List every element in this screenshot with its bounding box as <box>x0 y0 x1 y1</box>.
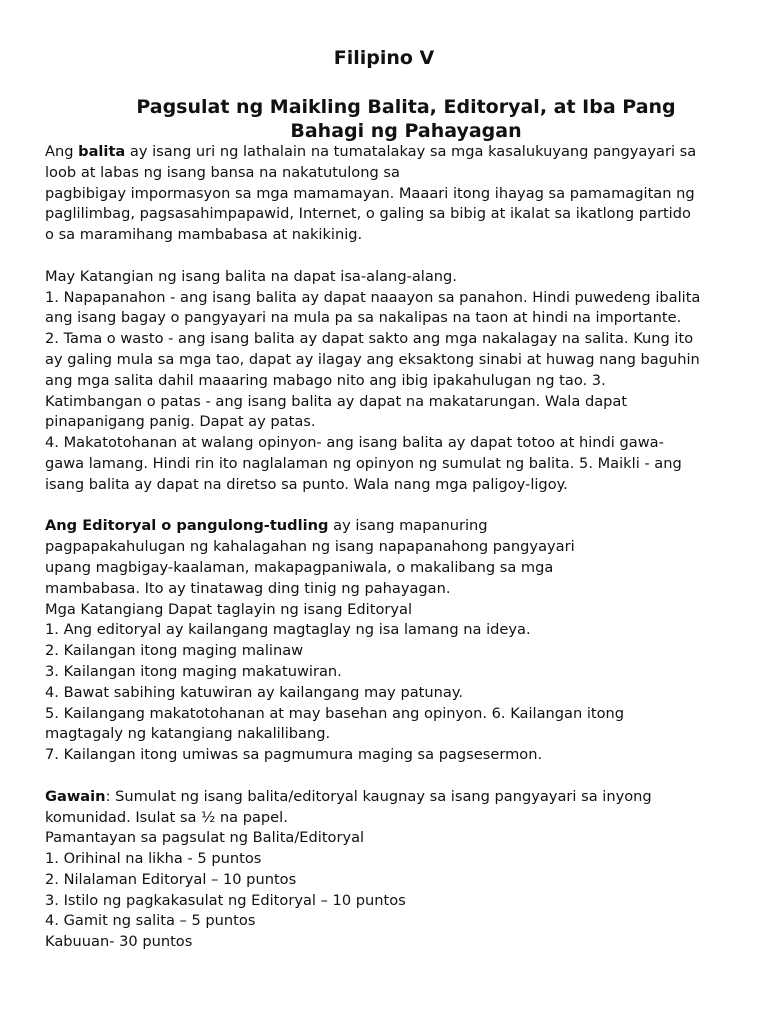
text-line: isang balita ay dapat na diretso sa punto. Wala nang mga paligoy-ligoy. <box>45 475 568 493</box>
text-line: 1. Ang editoryal ay kailangang magtaglay ng isa lamang na ideya. <box>45 621 531 639</box>
text-line: upang magbigay-kaalaman, makapagpaniwala, o makalibang sa mga <box>45 558 554 576</box>
text-line: Kabuuan- 30 puntos <box>45 933 193 951</box>
katangian-balita-list <box>45 267 735 496</box>
document-title: Filipino V <box>333 47 435 69</box>
paragraph-gap <box>45 766 735 787</box>
text-line: pagbibigay impormasyon sa mga mamamayan. Maaari itong ihayag sa pamamagitan ng <box>45 184 695 202</box>
text-line: 2. Kailangan itong maging malinaw <box>45 642 304 660</box>
gawain-term: Gawain <box>45 787 106 805</box>
text-line: 1. Napapanahon - ang isang balita ay dapat naaayon sa panahon. Hindi puwedeng ibalita <box>45 288 701 306</box>
text-line: 1. Orihinal na likha - 5 puntos <box>45 850 262 868</box>
text-line: 2. Tama o wasto - ang isang balita ay dapat sakto ang mga nakalagay na salita. Kung ito <box>45 330 694 348</box>
text-line: 7. Kailangan itong umiwas sa pagmumura maging sa pagsesermon. <box>45 746 543 764</box>
text-line: Ang balita ay isang uri ng lathalain na tumatalakay sa mga kasalukuyang pangyayari sa <box>45 143 697 160</box>
paragraph-gap <box>45 246 735 267</box>
text-line: gawa lamang. Hindi rin ito naglalaman ng opinyon ng sumulat ng balita. 5. Maikli - ang <box>45 454 682 472</box>
text-line: o sa maramihang mambabasa at nakikinig. <box>45 226 363 244</box>
text-line: 4. Makatotohanan at walang opinyon- ang isang balita ay dapat totoo at hindi gawa- <box>45 434 664 452</box>
text-line: komunidad. Isulat sa ½ na papel. <box>45 808 288 826</box>
text-line: paglilimbag, pagsasahimpapawid, Internet, o galing sa bibig at ikalat sa ikatlong partido <box>45 205 691 223</box>
text-line: 3. Kailangan itong maging makatuwiran. <box>45 662 342 680</box>
document-subtitle: Pagsulat ng Maikling Balita, Editoryal, at Iba Pang Bahagi ng Pahayagan <box>136 96 676 142</box>
text-line: Mga Katangiang Dapat taglayin ng isang Editoryal <box>45 600 413 618</box>
balita-term: balita <box>78 143 126 160</box>
text-line: 4. Bawat sabihing katuwiran ay kailangang may patunay. <box>45 683 464 701</box>
text-line: ang mga salita dahil maaaring mabago nito ang ibig ipakahulugan ng tao. 3. <box>45 371 606 389</box>
text-line: Ang Editoryal o pangulong-tudling ay isang mapanuring <box>45 517 488 535</box>
text-line: May Katangian ng isang balita na dapat isa-alang-alang. <box>45 267 457 285</box>
text-line: ay galing mula sa mga tao, dapat ay ilagay ang eksaktong sinabi at huwag nang baguhin <box>45 350 700 368</box>
text-line: Katimbangan o patas - ang isang balita ay dapat na makatarungan. Wala dapat <box>45 392 628 410</box>
text-line: pagpapakahulugan ng kahalagahan ng isang napapanahong pangyayari <box>45 538 575 556</box>
text-line: Gawain: Sumulat ng isang balita/editoryal kaugnay sa isang pangyayari sa inyong <box>45 787 652 805</box>
text-line: 3. Istilo ng pagkakasulat ng Editoryal – 10 puntos <box>45 891 406 909</box>
editoryal-section <box>45 516 735 766</box>
text-line: pinapanigang panig. Dapat ay patas. <box>45 413 316 431</box>
text-line: Pamantayan sa pagsulat ng Balita/Editoryal <box>45 829 365 847</box>
text-line: 5. Kailangang makatotohanan at may basehan ang opinyon. 6. Kailangan itong <box>45 704 625 722</box>
document-body <box>45 142 735 953</box>
text-line: ang isang bagay o pangyayari na mula pa sa nakalipas na taon at hindi na importante. <box>45 309 682 327</box>
text-line: mambabasa. Ito ay tinatawag ding tinig ng pahayagan. <box>45 579 451 597</box>
gawain-section <box>45 787 735 953</box>
text-line: 4. Gamit ng salita – 5 puntos <box>45 912 256 930</box>
text-line: magtagaly ng katangiang nakalilibang. <box>45 725 331 743</box>
balita-paragraph <box>45 142 735 246</box>
text-line: 2. Nilalaman Editoryal – 10 puntos <box>45 870 297 888</box>
text-line: loob at labas ng isang bansa na nakatutulong sa <box>45 163 400 181</box>
paragraph-gap <box>45 496 735 517</box>
editoryal-term: Ang Editoryal o pangulong-tudling <box>45 517 329 535</box>
